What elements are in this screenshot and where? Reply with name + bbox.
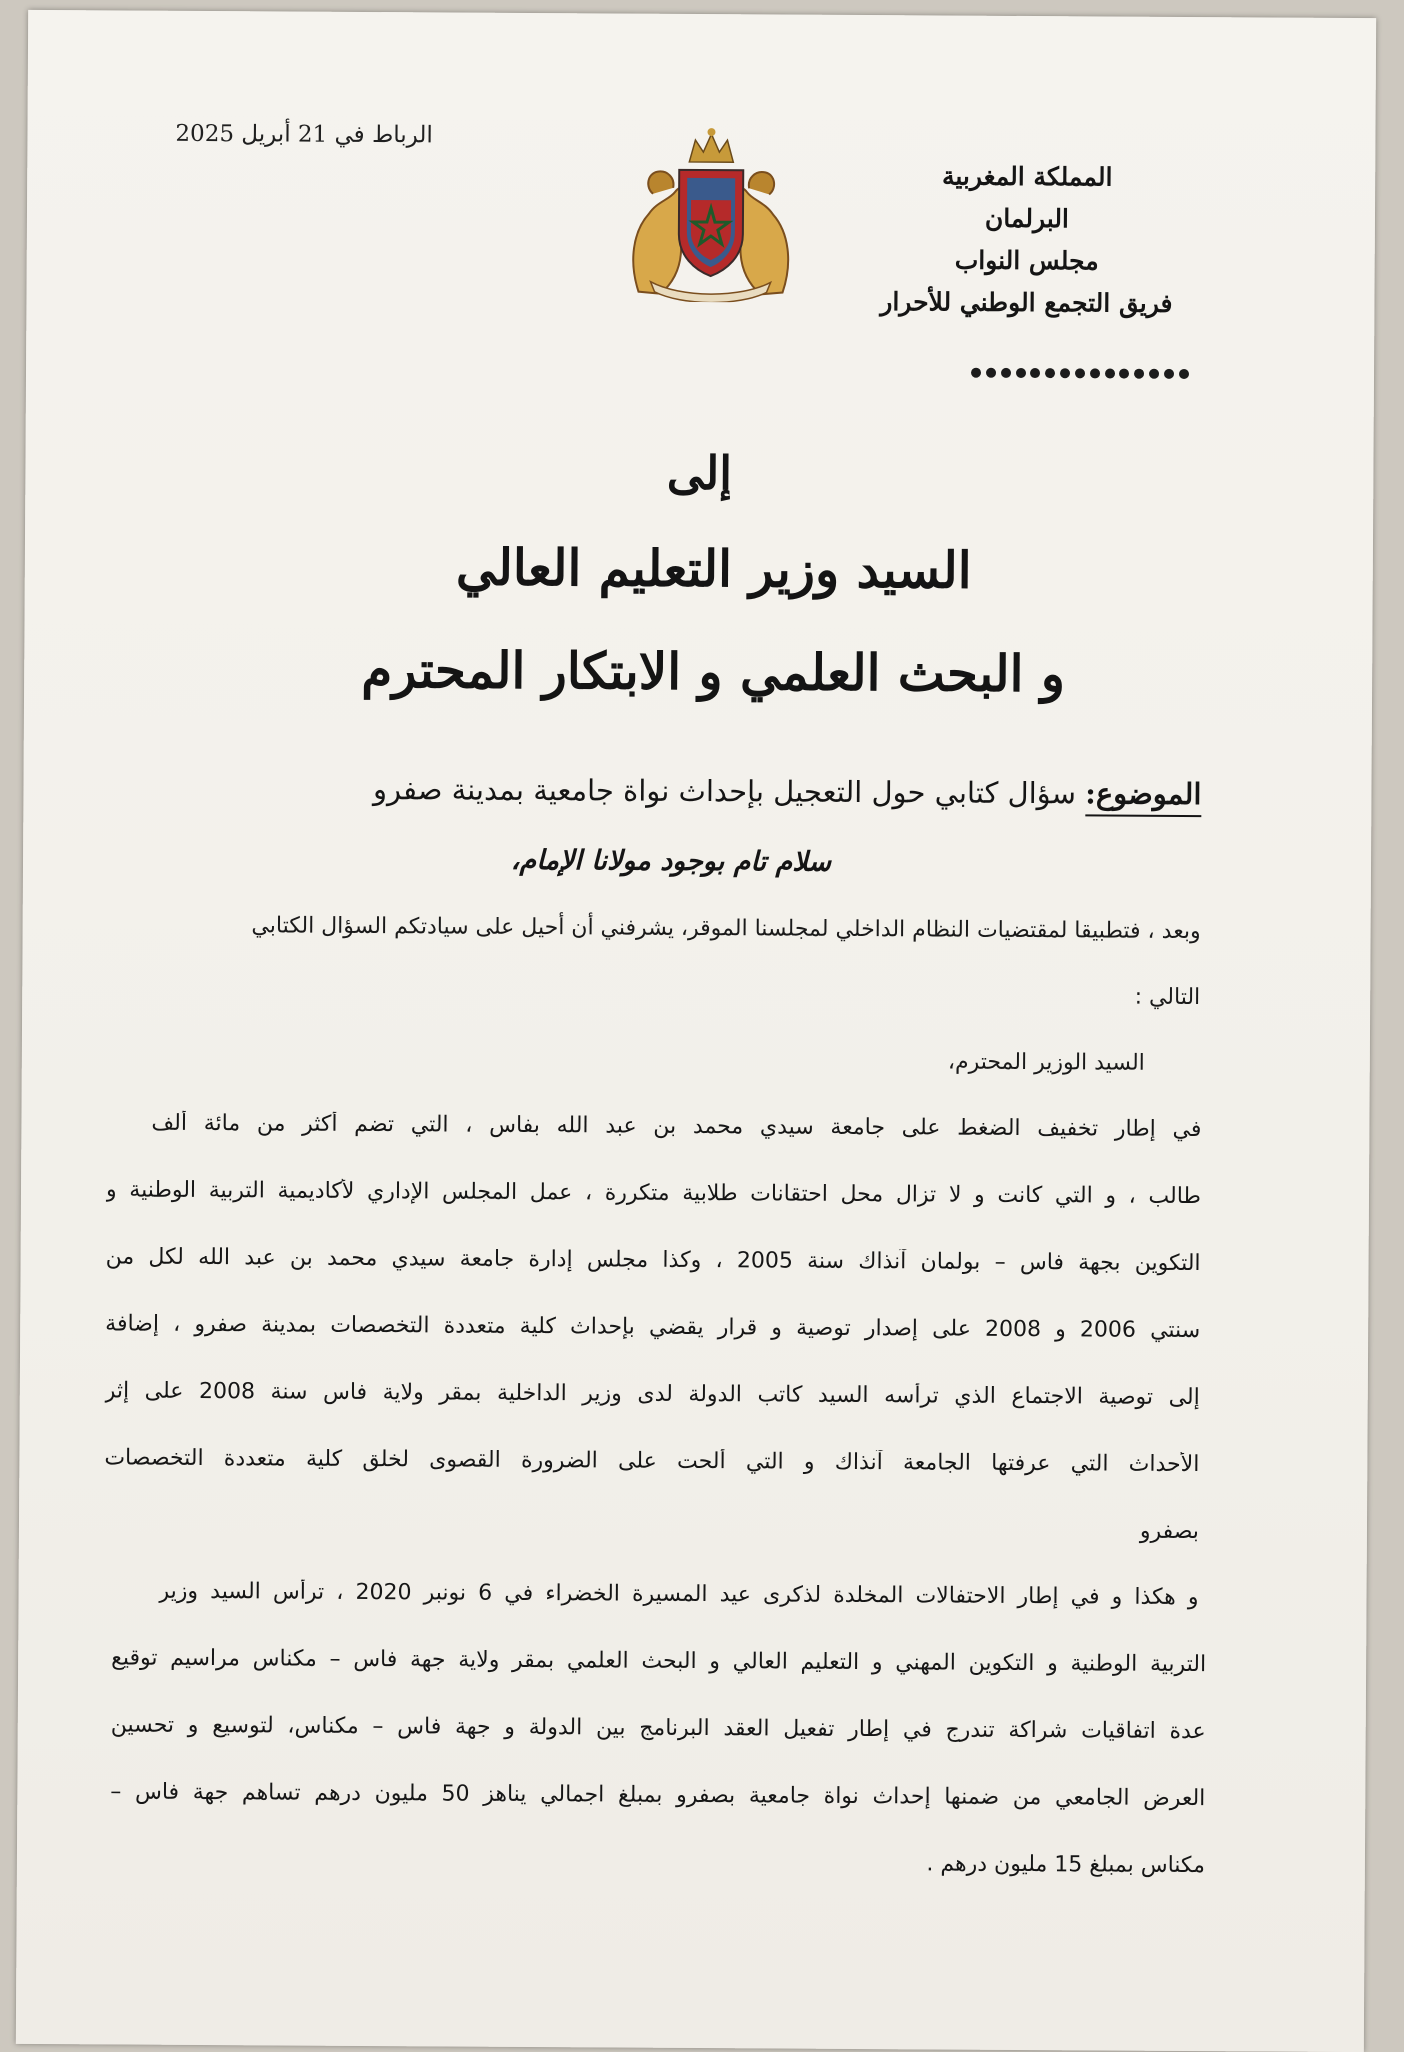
recipient-line-2: و البحث العلمي و الابتكار المحترم [361, 639, 1066, 704]
paragraph-1-line: سنتي 2006 و 2008 على إصدار توصية و قرار يقضي بإحداث كلية متعددة التخصصات بمدينة صفرو ، إضافة [105, 1311, 1201, 1344]
paragraph-1-line: في إطار تخفيف الضغط على جامعة سيدي محمد بن عبد الله بفاس ، التي تضم أكثر من مائة ألف [151, 1110, 1202, 1143]
greeting: سلام تام بوجود مولانا الإمام، [510, 844, 832, 878]
recipient-line-1: السيد وزير التعليم العالي [455, 537, 972, 600]
paragraph-2-line: التربية الوطنية و التكوين المهني و التعليم العالي و البحث العلمي بمقر ولاية جهة فاس – مكناس مراسيم توقيع [111, 1645, 1207, 1678]
paragraph-1-line: طالب ، و التي كانت و لا تزال محل احتقانات طلابية متكررة ، عمل المجلس الإداري لأكاديمية التربية الوطنية و [105, 1177, 1202, 1210]
intro-line-1: وبعد ، فتطبيقا لمقتضيات النظام الداخلي لمجلسنا الموقر، يشرفني أن أحيل على سيادتكم السؤال الكتابي [251, 913, 1201, 945]
salutation: السيد الوزير المحترم، [947, 1049, 1145, 1076]
institution-header [846, 155, 1207, 325]
coat-of-arms-icon [590, 121, 831, 302]
paragraph-2-line: مكناس بمبلغ 15 مليون درهم . [926, 1851, 1205, 1879]
parliament-line: البرلمان [984, 203, 1070, 234]
kingdom-line: المملكة المغربية [941, 161, 1113, 192]
intro-line-2: التالي : [1134, 984, 1201, 1011]
paragraph-2-line: عدة اتفاقيات شراكة تندرج في إطار تفعيل العقد البرنامج بين الدولة و جهة فاس – مكناس، لتوسيع و تحسين [110, 1712, 1206, 1745]
subject-text: سؤال كتابي حول التعجيل بإحداث نواة جامعية بمدينة صفرو [373, 772, 1086, 811]
house-line: مجلس النواب [954, 245, 1099, 276]
letter-page [16, 10, 1376, 2052]
paragraph-1-line: التكوين بجهة فاس – بولمان آنذاك سنة 2005 ، وكذا مجلس إدارة جامعة سيدي محمد بن عبد الله لكل من [105, 1244, 1201, 1277]
group-line: فريق التجمع الوطني للأحرار [880, 287, 1173, 318]
paragraph-2-line: العرض الجامعي من ضمنها إحداث نواة جامعية بصفرو بمبلغ اجمالي يناهز 50 مليون درهم تساهم جهة فاس – [110, 1779, 1206, 1812]
paragraph-2-line: و هكذا و في إطار الاحتفالات المخلدة لذكرى عيد المسيرة الخضراء في 6 نونبر 2020 ، ترأس السيد وزير [158, 1578, 1199, 1611]
paragraph-1-line: الأحداث التي عرفتها الجامعة آنذاك و التي ألحت على الضرورة القصوى لخلق كلية متعددة التخصصات [104, 1445, 1200, 1478]
subject-line [373, 772, 1202, 811]
subject-label: الموضوع: [1085, 776, 1202, 817]
letter-date: الرباط في 21 أبريل 2025 [175, 120, 433, 149]
dotted-separator [971, 368, 1189, 379]
paragraph-1-line: بصفرو [1139, 1518, 1200, 1545]
recipient-to: إلى [666, 445, 733, 501]
paragraph-1-line: إلى توصية الاجتماع الذي ترأسه السيد كاتب الدولة لدى وزير الداخلية بمقر ولاية فاس سنة 2008 على إثر [104, 1378, 1200, 1411]
